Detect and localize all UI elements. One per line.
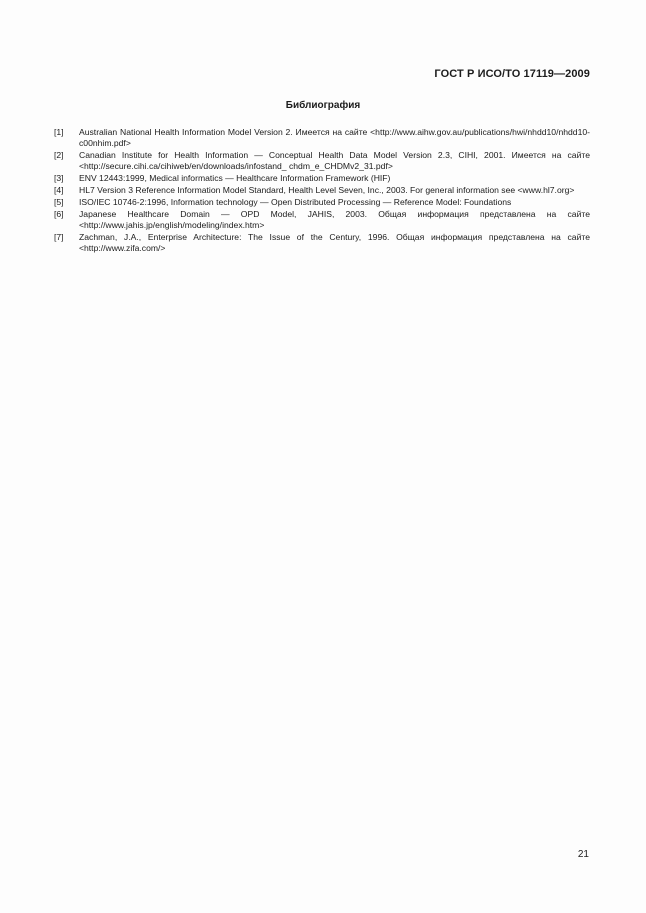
document-code-header: ГОСТ Р ИСО/ТО 17119—2009: [434, 68, 590, 80]
page-number: 21: [577, 849, 589, 860]
reference-number: [1]: [54, 127, 64, 137]
bibliography-title: Библиография: [285, 100, 361, 111]
reference-text: Zachman, J.A., Enterprise Architecture: The Issue of the Century, 1996. Общая информация представлена на сайте <http://www.zifa.com/>: [79, 232, 590, 253]
bibliography-item: [54, 232, 590, 254]
reference-number: [7]: [54, 232, 64, 242]
reference-text: HL7 Version 3 Reference Information Model Standard, Health Level Seven, Inc., 2003. For general information see <www.hl7.org>: [79, 185, 575, 195]
reference-number: [3]: [54, 173, 64, 183]
bibliography-item: [54, 197, 590, 208]
reference-text: Canadian Institute for Health Information — Conceptual Health Data Model Version 2.3, CIHI, 2001. Имеется на сайте <http://secure.cihi.ca/cihiweb/en/downloads/infostand_ chdm_e_CHDMv2_31.pdf>: [79, 150, 590, 171]
reference-text: Japanese Healthcare Domain — OPD Model, JAHIS, 2003. Общая информация представлена на сайте <http://www.jahis.jp/english/modeling/index.htm>: [79, 209, 590, 230]
bibliography-item: [54, 127, 590, 149]
reference-number: [5]: [54, 197, 64, 207]
bibliography-item: [54, 150, 590, 172]
reference-number: [2]: [54, 150, 64, 160]
bibliography-item: [54, 185, 590, 196]
reference-text: ISO/IEC 10746-2:1996, Information technology — Open Distributed Processing — Reference Model: Foundations: [79, 197, 512, 207]
bibliography-item: [54, 209, 590, 231]
reference-text: ENV 12443:1999, Medical informatics — Healthcare Information Framework (HIF): [79, 173, 391, 183]
bibliography-item: [54, 173, 590, 184]
reference-number: [6]: [54, 209, 64, 219]
bibliography-list: [54, 127, 590, 255]
reference-number: [4]: [54, 185, 64, 195]
reference-text: Australian National Health Information Model Version 2. Имеется на сайте <http://www.aihw.gov.au/publications/hwi/nhdd10/nhdd10-c00nhim.pdf>: [79, 127, 590, 148]
